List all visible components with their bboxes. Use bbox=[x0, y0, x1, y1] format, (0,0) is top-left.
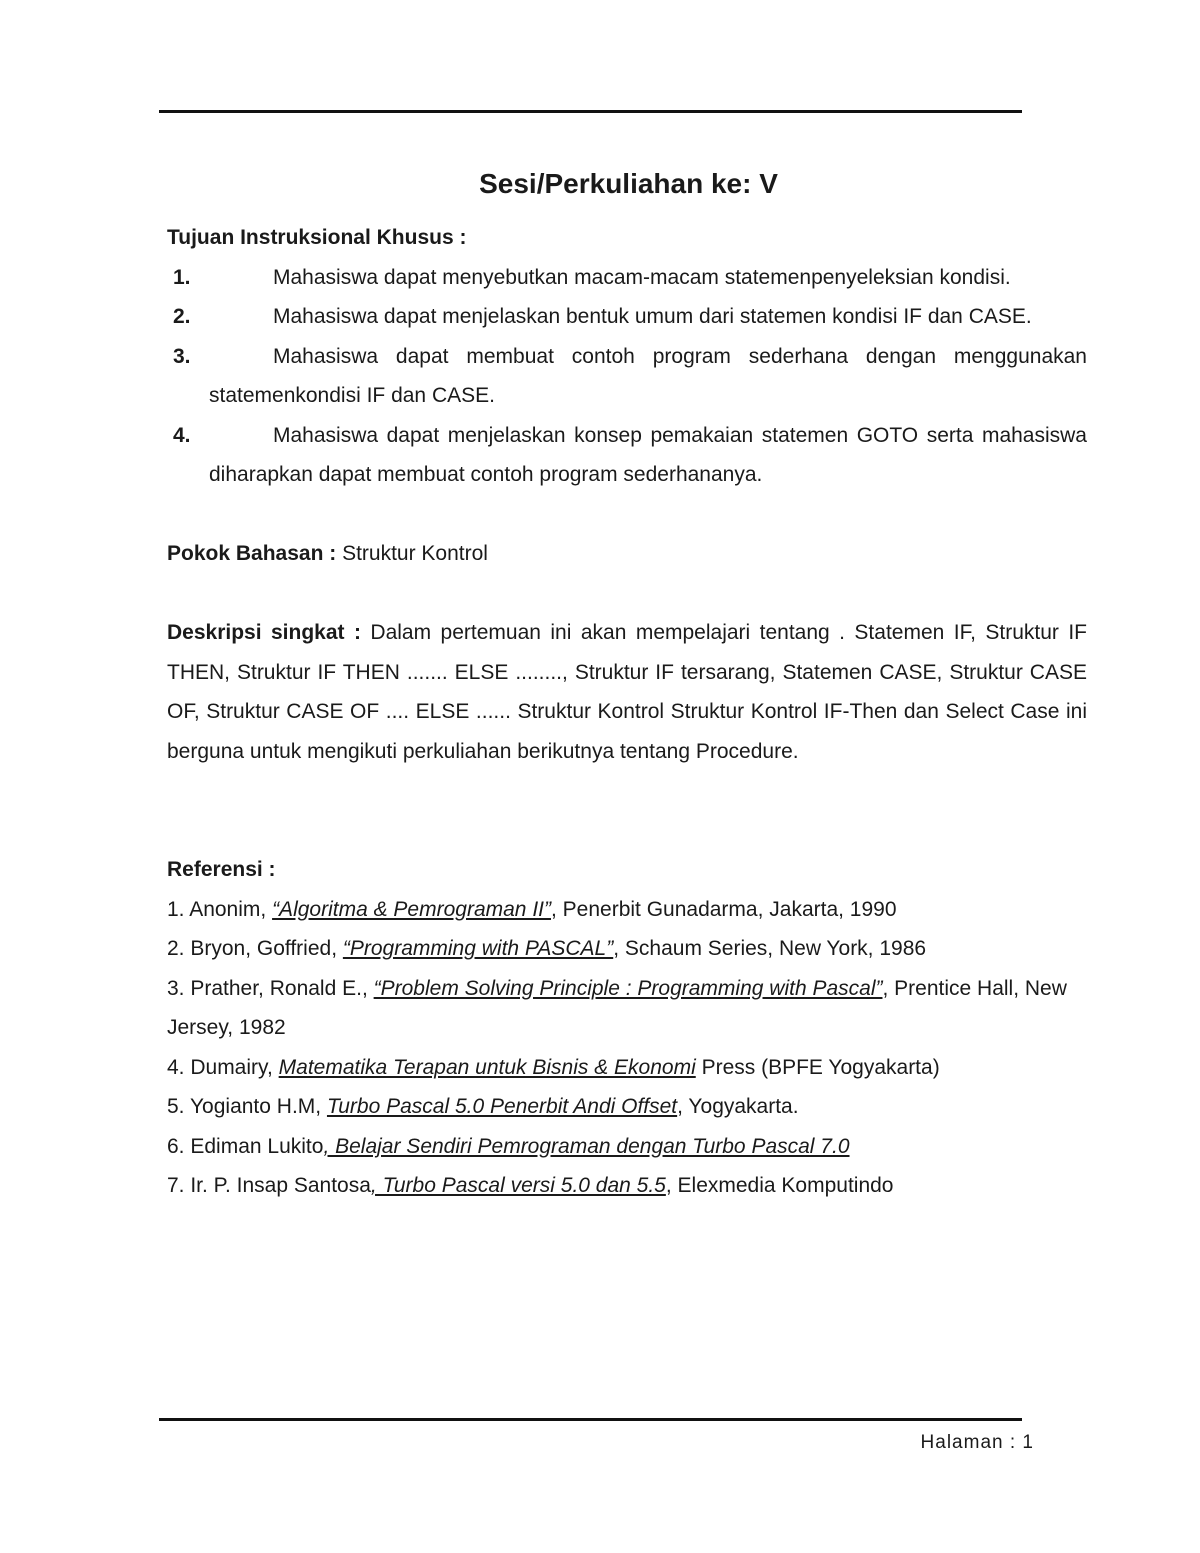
reference-title-link[interactable]: , Belajar Sendiri Pemrograman dengan Turbo Pascal 7.0 bbox=[323, 1134, 850, 1158]
referensi-heading: Referensi : bbox=[167, 858, 276, 881]
reference-author: 5. Yogianto H.M, bbox=[167, 1095, 327, 1118]
reference-item bbox=[167, 1048, 1087, 1088]
reference-item bbox=[167, 1087, 1087, 1127]
reference-item bbox=[167, 1166, 1087, 1206]
deskripsi-label: Deskripsi singkat : bbox=[167, 621, 361, 644]
deskripsi-text: Dalam pertemuan ini akan mempelajari tentang . Statemen IF, Struktur IF THEN, Struktur IF THEN ....... ELSE ........, Struktur IF tersarang, Statemen CASE, Struktur CASE OF, Struktur CASE OF .... ELSE ...... Struktur Kontrol Struktur Kontrol IF-Then dan Select Case ini berguna untuk mengikuti perkuliahan berikutnya tentang Procedure. bbox=[167, 621, 1087, 763]
pokok-label: Pokok Bahasan : bbox=[167, 542, 337, 565]
reference-title-link[interactable]: “Programming with PASCAL” bbox=[342, 937, 614, 960]
reference-title-link[interactable]: Turbo Pascal 5.0 Penerbit Andi Offset bbox=[326, 1095, 678, 1118]
reference-publisher: , Prentice Hall, New Jersey, 1982 bbox=[167, 976, 1067, 1039]
page-number: Halaman : 1 bbox=[920, 1432, 1034, 1453]
reference-item bbox=[167, 1127, 1087, 1167]
reference-title-link[interactable]: “Problem Solving Principle : Programming with Pascal” bbox=[373, 976, 883, 1000]
reference-title-link[interactable]: Matematika Terapan untuk Bisnis & Ekonomi bbox=[278, 1055, 696, 1079]
objective-item bbox=[167, 416, 1087, 495]
objective-item bbox=[167, 297, 1087, 337]
objective-number: 3. bbox=[173, 344, 191, 368]
objective-text: Mahasiswa dapat menjelaskan bentuk umum dari statemen kondisi IF dan CASE. bbox=[273, 305, 1032, 328]
objective-text: Mahasiswa dapat menyebutkan macam-macam statemenpenyeleksian kondisi. bbox=[273, 265, 1011, 289]
objective-text: Mahasiswa dapat menjelaskan konsep pemakaian statemen GOTO serta mahasiswa diharapkan dapat membuat contoh program sederhananya. bbox=[209, 423, 1087, 486]
objective-number: 4. bbox=[173, 423, 191, 447]
reference-publisher: , Elexmedia Komputindo bbox=[665, 1174, 894, 1197]
objective-item bbox=[167, 258, 1087, 298]
pokok-value: Struktur Kontrol bbox=[336, 542, 488, 565]
reference-author: 6. Ediman Lukito bbox=[167, 1134, 324, 1158]
tujuan-heading: Tujuan Instruksional Khusus : bbox=[167, 226, 467, 249]
reference-title-link[interactable]: “Algoritma & Pemrograman II” bbox=[272, 897, 551, 921]
reference-publisher: , Schaum Series, New York, 1986 bbox=[613, 937, 927, 960]
document-body bbox=[167, 218, 1087, 1206]
reference-list bbox=[167, 890, 1087, 1206]
pokok-bahasan bbox=[167, 534, 1087, 574]
reference-author: 2. Bryon, Goffried, bbox=[167, 937, 343, 960]
reference-publisher: , Penerbit Gunadarma, Jakarta, 1990 bbox=[550, 897, 897, 921]
objective-text: Mahasiswa dapat membuat contoh program sederhana dengan menggunakan statemenkondisi IF dan CASE. bbox=[209, 344, 1087, 407]
reference-publisher: Press (BPFE Yogyakarta) bbox=[695, 1055, 940, 1079]
reference-author: 7. Ir. P. Insap Santosa bbox=[167, 1174, 371, 1197]
reference-author: 1. Anonim, bbox=[167, 897, 273, 921]
page-title: Sesi/Perkuliahan ke: V bbox=[479, 168, 778, 199]
footer-rule bbox=[159, 1418, 1022, 1421]
reference-author: 4. Dumairy, bbox=[167, 1055, 279, 1079]
header-rule bbox=[159, 110, 1022, 113]
objective-item bbox=[167, 337, 1087, 416]
reference-item bbox=[167, 890, 1087, 930]
reference-author: 3. Prather, Ronald E., bbox=[167, 976, 374, 1000]
objective-number: 1. bbox=[173, 265, 191, 289]
reference-item bbox=[167, 929, 1087, 969]
reference-item bbox=[167, 969, 1087, 1048]
deskripsi-singkat bbox=[167, 613, 1087, 771]
reference-publisher: , Yogyakarta. bbox=[677, 1095, 799, 1118]
objective-number: 2. bbox=[173, 305, 191, 328]
reference-title-link[interactable]: , Turbo Pascal versi 5.0 dan 5.5 bbox=[370, 1174, 666, 1197]
